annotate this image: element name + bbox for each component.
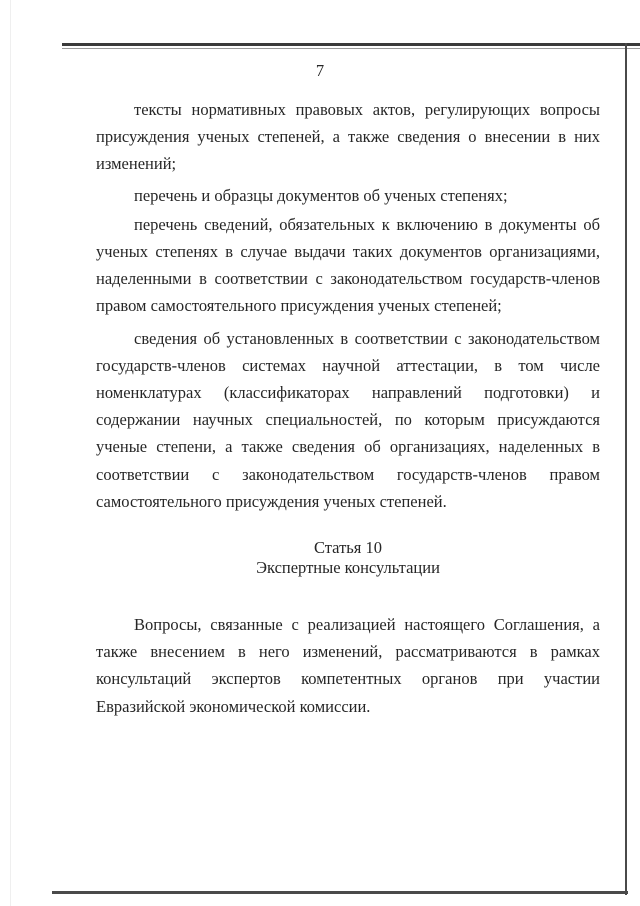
paragraph-required-information: перечень сведений, обязательных к включению в документы об ученых степенях в случае выдачи таких документов организациями, наделенными в соответствии с законодательством государств-членов правом самостоятельного присуждения ученых степеней; bbox=[96, 214, 600, 316]
article-title: Экспертные консультации bbox=[256, 558, 440, 578]
article-heading bbox=[96, 538, 600, 578]
paragraph-legal-texts: тексты нормативных правовых актов, регулирующих вопросы присуждения ученых степеней, а также сведения о внесении в них изменений; bbox=[96, 100, 600, 174]
scan-border-top bbox=[62, 43, 640, 46]
page-content bbox=[96, 96, 600, 720]
scan-border-right bbox=[625, 43, 627, 895]
paragraph-expert-consultations: Вопросы, связанные с реализацией настоящего Соглашения, а также внесением в него изменений, рассматриваются в рамках консультаций экспертов компетентных органов при участии Евразийской экономической комиссии. bbox=[96, 615, 600, 716]
paragraph-document-samples: перечень и образцы документов об ученых степенях; bbox=[134, 185, 508, 205]
paragraph-attestation-systems: сведения об установленных в соответствии с законодательством государств-членов системах научной аттестации, в том числе номенклатурах (классификаторах направлений подготовки) и содержании научных специальностей, по которым присуждаются ученые степени, а также сведения об организациях, наделенных в соответствии с законодательством государств-членов правом самостоятельного присуждения ученых степеней. bbox=[96, 328, 600, 511]
scan-border-top-thin bbox=[62, 48, 640, 49]
page-number: 7 bbox=[315, 61, 325, 80]
scan-edge-left bbox=[10, 0, 11, 906]
article-number: Статья 10 bbox=[313, 538, 383, 558]
scan-border-bottom bbox=[52, 891, 628, 894]
